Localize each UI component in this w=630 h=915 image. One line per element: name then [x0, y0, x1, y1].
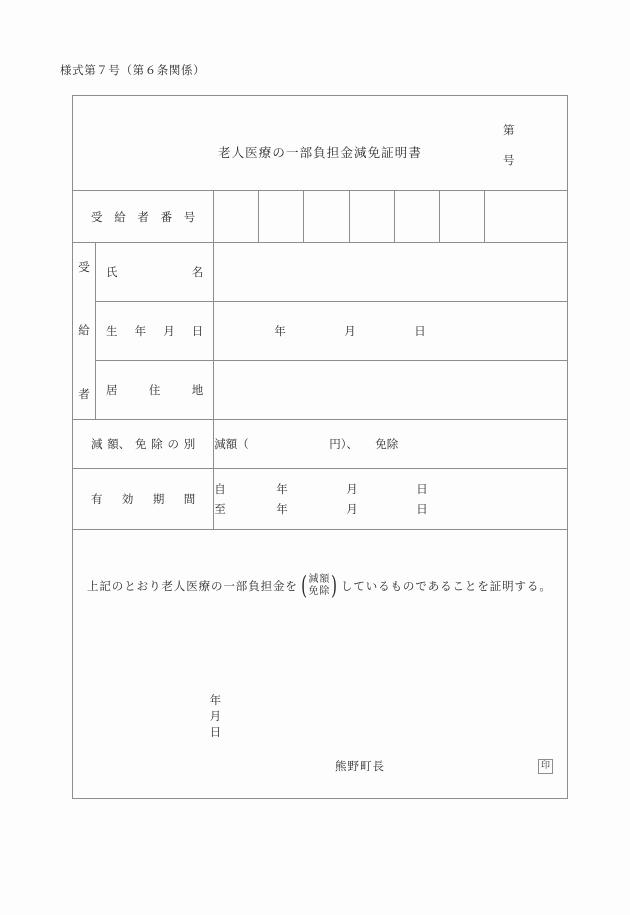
label-char: 月: [163, 324, 175, 338]
recipient-number-cell[interactable]: [394, 191, 439, 243]
period-to-day-unit: 日: [416, 502, 428, 516]
signature-date[interactable]: [173, 678, 250, 754]
birthdate-value[interactable]: [214, 302, 568, 361]
recipient-number-cell[interactable]: [349, 191, 394, 243]
birthdate-year-unit: 年: [274, 324, 286, 338]
recipient-number-cell[interactable]: [214, 191, 259, 243]
reduction-kind-label: [73, 420, 214, 469]
signature-date-month-unit: 月: [209, 709, 222, 723]
address-value[interactable]: [214, 361, 568, 420]
label-char: 氏: [106, 265, 118, 279]
title-cell: [73, 96, 568, 191]
period-from-year-unit: 年: [276, 481, 288, 496]
label-char: 受: [91, 209, 103, 224]
birthdate-day-unit: 日: [414, 324, 426, 338]
reduction-exemption-choice: [299, 573, 340, 598]
vertical-label-char: 給: [78, 323, 90, 338]
recipient-number-cell[interactable]: [484, 191, 567, 243]
valid-period-from[interactable]: [214, 479, 567, 499]
label-char: 除: [151, 437, 163, 451]
label-char: 名: [191, 265, 204, 279]
statement-tail: しているものであることを証明する。: [340, 578, 552, 593]
statement-lead: 上記のとおり老人医療の一部負担金を: [87, 578, 298, 593]
statement-row: [73, 530, 568, 799]
seal-icon: 印: [538, 759, 553, 774]
paren-open: (: [300, 571, 308, 600]
label-char: 号: [183, 209, 196, 224]
label-char: 額、: [107, 437, 131, 451]
valid-period-label: [73, 469, 214, 530]
form-number: 様式第７号（第６条関係）: [60, 63, 206, 77]
birthdate-month-unit: 月: [344, 324, 356, 338]
period-to-year-unit: 年: [276, 502, 288, 516]
valid-period-value[interactable]: [214, 469, 568, 530]
statement-cell: [73, 530, 568, 799]
recipient-number-label: [73, 191, 214, 243]
title-row: [73, 96, 568, 191]
document-number-prefix: 第: [503, 123, 515, 137]
name-value[interactable]: [214, 243, 568, 302]
choice-option-exemption: 免除: [308, 585, 331, 597]
certificate-form-table: [72, 95, 568, 799]
recipient-name-row: [73, 243, 568, 302]
certification-statement: [87, 573, 559, 598]
recipient-number-cell[interactable]: [259, 191, 304, 243]
recipient-number-row: [73, 191, 568, 243]
label-char: 有: [91, 492, 103, 506]
recipient-number-cell[interactable]: [439, 191, 484, 243]
recipient-number-cell[interactable]: [304, 191, 349, 243]
label-char: 年: [134, 324, 147, 338]
label-char: 日: [191, 324, 204, 338]
label-char: 居: [106, 383, 118, 397]
signature-date-day-unit: 日: [209, 725, 222, 739]
label-char: 期: [152, 492, 165, 506]
label-char: の: [167, 437, 179, 451]
label-char: 間: [183, 492, 196, 506]
recipient-vertical-label: [73, 243, 96, 420]
document-number-suffix: 号: [503, 153, 515, 167]
address-label: [96, 361, 214, 420]
reduction-kind-value[interactable]: 減額（ 円）、 免除: [214, 420, 568, 469]
recipient-birthdate-row: [73, 302, 568, 361]
label-char: 番: [160, 209, 173, 224]
birthdate-label: [96, 302, 214, 361]
name-label: [96, 243, 214, 302]
signer-line: [335, 758, 553, 774]
period-to-month-unit: 月: [346, 502, 358, 516]
label-char: 住: [148, 383, 161, 397]
period-from-prefix: 自: [214, 481, 226, 496]
document-title: 老人医療の一部負担金減免証明書: [217, 145, 422, 160]
signature-date-year-unit: 年: [209, 693, 222, 707]
recipient-address-row: [73, 361, 568, 420]
period-from-month-unit: 月: [346, 481, 358, 496]
label-char: 者: [137, 209, 149, 224]
label-char: 地: [191, 383, 204, 397]
label-char: 免: [135, 437, 147, 451]
label-char: 効: [121, 492, 134, 506]
paren-close: ): [331, 571, 338, 600]
vertical-label-char: 受: [78, 259, 90, 274]
valid-period-to[interactable]: [214, 499, 567, 519]
label-char: 減: [91, 437, 103, 451]
vertical-label-char: 者: [78, 386, 90, 401]
choice-option-reduction: 減額: [308, 574, 331, 586]
label-char: 生: [106, 324, 118, 338]
reduction-kind-row: [73, 420, 568, 469]
period-from-day-unit: 日: [416, 481, 428, 496]
period-to-prefix: 至: [214, 502, 226, 516]
label-char: 別: [183, 437, 196, 451]
label-char: 給: [114, 209, 126, 224]
valid-period-row: [73, 469, 568, 530]
signer-name: 熊野町長: [335, 759, 385, 773]
